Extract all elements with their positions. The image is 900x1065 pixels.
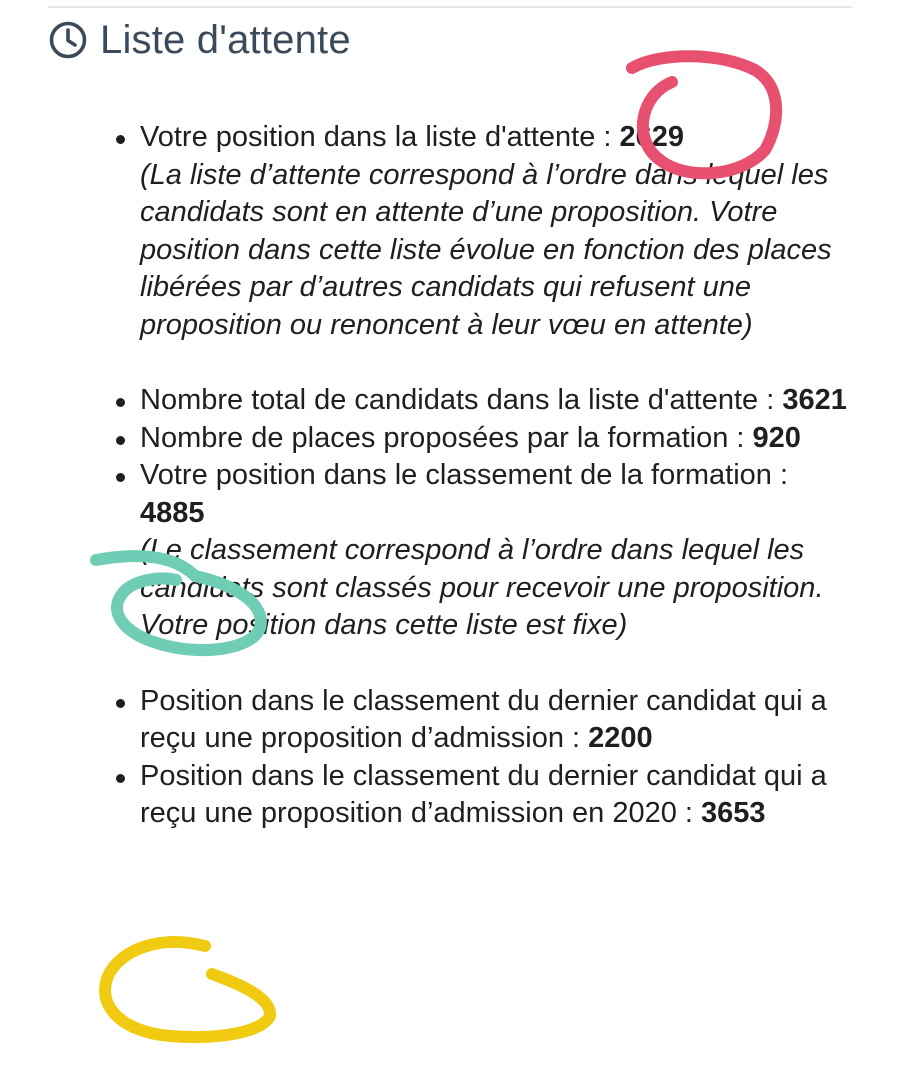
last-admitted-value: 2200	[588, 722, 653, 754]
waitlist-info-list	[140, 119, 860, 833]
last-admitted-2020-value: 3653	[701, 797, 766, 829]
places-offered-value: 920	[752, 421, 801, 454]
item-label: Position dans le classement du dernier candidat qui a reçu une proposition d’admission :	[140, 684, 827, 754]
clock-icon	[48, 20, 88, 60]
list-item-last-admitted-2020	[140, 758, 860, 833]
item-label: Nombre de places proposées par la formation :	[140, 421, 745, 454]
item-label: Position dans le classement du dernier candidat qui a reçu une proposition d’admission en 2020 :	[140, 759, 827, 829]
list-item-waitlist-position	[140, 119, 860, 344]
list-item-total-candidates	[140, 382, 860, 420]
list-item-last-admitted	[140, 683, 860, 758]
section-header	[48, 14, 351, 66]
ranking-position-value: 4885	[140, 496, 205, 529]
total-candidates-value: 3621	[782, 384, 847, 416]
item-label: Nombre total de candidats dans la liste d'attente :	[140, 384, 775, 416]
list-item-ranking-position	[140, 457, 860, 645]
item-label: Votre position dans le classement de la formation :	[140, 459, 789, 491]
waitlist-position-value: 2629	[619, 121, 685, 153]
item-label: Votre position dans la liste d'attente :	[140, 121, 612, 153]
section-title: Liste d'attente	[100, 17, 351, 62]
yellow-circle-annotation	[105, 942, 270, 1037]
list-item-places-offered	[140, 420, 860, 458]
item-note: (Le classement correspond à l’ordre dans lequel les candidats sont classés pour recevoir une proposition. Votre position dans cette liste est fixe)	[140, 534, 824, 641]
item-note: (La liste d’attente correspond à l’ordre dans lequel les candidats sont en attente d’une proposition. Votre position dans cette liste évolue en fonction des places libérées par d’autres candidats qui refusent une proposition ou renoncent à leur vœu en attente)	[140, 158, 832, 341]
top-divider	[48, 6, 852, 8]
